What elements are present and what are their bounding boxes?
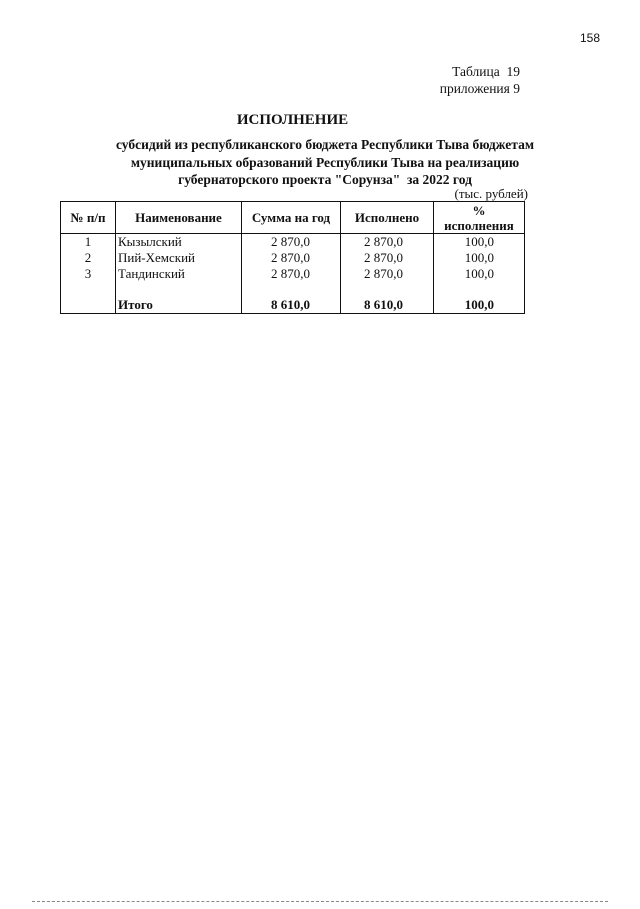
table-ref-line2: приложения 9 [439, 80, 520, 96]
row-done: 2 870,0 [341, 250, 434, 266]
execution-table [60, 201, 525, 314]
footer-divider [32, 901, 608, 902]
table-row [61, 250, 525, 266]
total-sum: 8 610,0 [242, 297, 341, 314]
header-name: Наименование [116, 202, 242, 234]
header-pct [434, 202, 525, 234]
row-pct: 100,0 [434, 266, 525, 282]
header-pct-label: исполнения [444, 217, 514, 233]
row-sum: 2 870,0 [242, 234, 341, 251]
table-total-row [61, 297, 525, 314]
row-pct: 100,0 [434, 250, 525, 266]
row-name: Пий-Хемский [116, 250, 242, 266]
total-name: Итого [116, 297, 242, 314]
table-spacer-row [61, 282, 525, 297]
table-ref-line1: Таблица 19 [452, 64, 520, 79]
row-sum: 2 870,0 [242, 266, 341, 282]
header-num: № п/п [61, 202, 116, 234]
row-num: 3 [61, 266, 116, 282]
table-row [61, 234, 525, 251]
header-sum: Сумма на год [242, 202, 341, 234]
total-done: 8 610,0 [341, 297, 434, 314]
document-title: ИСПОЛНЕНИЕ [236, 112, 349, 128]
table-reference [440, 64, 520, 97]
subtitle-line3: губернаторского проекта "Сорунза" за 2022 год [178, 172, 472, 187]
table-header-row [61, 202, 525, 234]
document-subtitle [60, 136, 590, 189]
row-done: 2 870,0 [341, 266, 434, 282]
total-pct: 100,0 [434, 297, 525, 314]
row-sum: 2 870,0 [242, 250, 341, 266]
subtitle-line2: муниципальных образований Республики Тыва на реализацию [130, 154, 520, 170]
page-number: 158 [579, 31, 600, 45]
header-pct-symbol: % [472, 202, 486, 218]
table-row [61, 266, 525, 282]
row-num: 1 [61, 234, 116, 251]
row-done: 2 870,0 [341, 234, 434, 251]
row-num: 2 [61, 250, 116, 266]
header-done: Исполнено [341, 202, 434, 234]
row-name: Кызылский [116, 234, 242, 251]
row-pct: 100,0 [434, 234, 525, 251]
subtitle-line1: субсидий из республиканского бюджета Республики Тыва бюджетам [115, 137, 535, 152]
row-name: Тандинский [116, 266, 242, 282]
total-num [61, 297, 116, 314]
units-label: (тыс. рублей) [454, 186, 528, 201]
